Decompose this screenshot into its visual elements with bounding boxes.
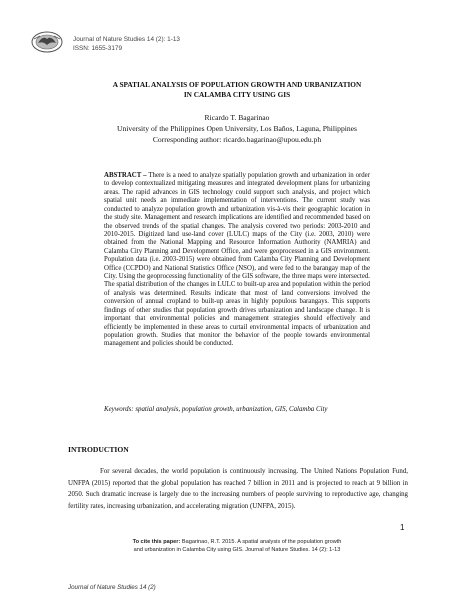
citation-line-2: and urbanization in Calamba City using GIS. Journal of Nature Studies. 14 (2): 1-13	[133, 547, 341, 553]
author-name: Ricardo T. Bagarinao	[204, 113, 270, 122]
journal-citation-line: Journal of Nature Studies 14 (2): 1-13	[73, 36, 180, 43]
title-line-1: A SPATIAL ANALYSIS OF POPULATION GROWTH AND URBANIZATION	[112, 80, 362, 89]
page-number: 1	[400, 523, 405, 532]
section-heading-introduction: INTRODUCTION	[68, 445, 129, 454]
citation-label: To cite this paper:	[132, 539, 181, 545]
issn-line: ISSN: 1655-3179	[73, 44, 123, 52]
keywords-text: spatial analysis, population growth, urbanization, GIS, Calamba City	[135, 406, 328, 413]
title-line-2: IN CALAMBA CITY USING GIS	[183, 90, 291, 99]
paper-title	[60, 80, 414, 100]
keywords-label: Keywords:	[104, 406, 134, 413]
abstract	[104, 172, 370, 349]
introduction-paragraph: For several decades, the world population is continuously increasing. The United Nations Population Fund, UNFPA (2015) reported that the global population has reached 7 billion in 2011 and is projected to reach at 9 billion in 2050. Such dramatic increase is largely due to the increasing numbers of people surviving to reproductive age, changing fertility rates, increasing urbanization, and accelerating migration (UNFPA, 2015).	[68, 468, 408, 511]
journal-meta	[73, 36, 180, 53]
corresponding-author: Corresponding author: ricardo.bagarinao@upou.edu.ph	[152, 135, 322, 144]
journal-logo	[30, 30, 64, 54]
citation-box	[60, 538, 414, 554]
abstract-text: There is a need to analyze spatially population growth and urbanization in order to develop contextualized mitigating measures and integrated development plans for urbanizing areas. The rapid advances in GIS technology could support such analysis, and project which spatial unit needs an immediate implementation of interventions. The current study was conducted to analyze population growth and urbanization vis-à-vis their geographic location in the study site. Management and research implications are identified and recommended based on the observed trends of the spatial changes. The analysis covered two periods: 2003-2010 and 2010-2015. Digitized land use-land cover (LULC) maps of the City (i.e. 2003, 2010) were obtained from the National Mapping and Resource Information Authority (NAMRIA) and Calamba City Planning and Development Office, and were geoprocessed in a GIS environment. Population data (i.e. 2003-2015) were obtained from Calamba City Planning and Development Office (CCPDO) and National Statistics Office (NSO), and were fed to the barangay map of the City. Using the geoprocessing functionality of the GIS software, the three maps were intersected. The spatial distribution of the changes in LULC to built-up area and population within the period of analysis was determined. Results indicate that most of land conversions involved the conversion of annual cropland to built-up areas in highly populous barangays. This supports findings of other studies that population growth drives urbanization and landscape change. It is important that environmental policies and management strategies should effectively and efficiently be implemented in these areas to curtail environmental impacts of urbanization and population growth. Studies that monitor the behavior of the people towards environmental management and policies should be conducted.	[104, 172, 371, 348]
abstract-label: ABSTRACT –	[104, 172, 147, 179]
keywords	[104, 406, 394, 413]
author-affiliation: University of the Philippines Open University, Los Baños, Laguna, Philippines	[117, 124, 357, 133]
footer-journal-name: Journal of Nature Studies 14 (2)	[68, 584, 156, 591]
citation-line-1: Bagarinao, R.T. 2015. A spatial analysis of the population growth	[181, 539, 342, 545]
